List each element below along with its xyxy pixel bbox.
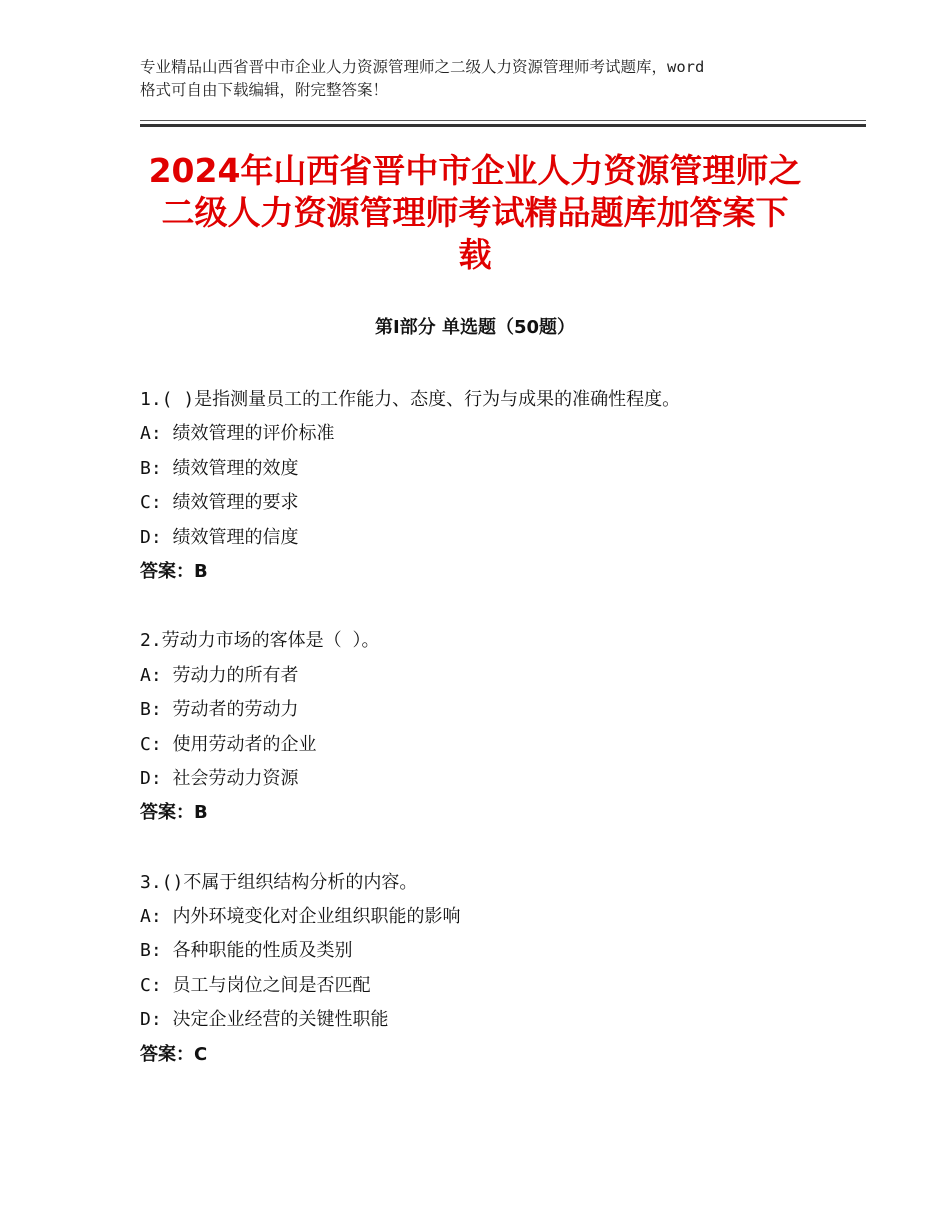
section-heading: 第Ⅰ部分 单选题（50题） [374,317,575,338]
header-divider-thin [140,120,866,121]
question-stem: 1.( )是指测量员工的工作能力、态度、行为与成果的准确性程度。 [140,389,681,410]
option-c: C: 使用劳动者的企业 [140,733,317,755]
question-list [140,383,840,1107]
title-line-3: 载 [458,235,492,274]
question-2 [140,624,840,830]
header-note-line-1: 专业精品山西省晋中市企业人力资源管理师之二级人力资源管理师考试题库，word [140,58,705,76]
option-c: C: 员工与岗位之间是否匹配 [140,974,371,996]
option-d: D: 决定企业经营的关键性职能 [140,1009,389,1031]
title-line-1: 2024年山西省晋中市企业人力资源管理师之 [148,151,802,190]
question-stem: 2.劳动力市场的客体是（ ）。 [140,630,380,652]
document-title [120,150,830,276]
option-a: A: 内外环境变化对企业组织职能的影响 [140,906,461,928]
answer-label: 答案：C [140,1043,208,1065]
header-divider-thick [140,124,866,127]
title-line-2: 二级人力资源管理师考试精品题库加答案下 [161,193,789,232]
answer-label: 答案：B [140,802,208,824]
option-d: D: 社会劳动力资源 [140,767,299,789]
option-c: C: 绩效管理的要求 [140,492,299,514]
option-b: B: 各种职能的性质及类别 [140,940,353,962]
option-a: A: 绩效管理的评价标准 [140,423,335,445]
option-b: B: 劳动者的劳动力 [140,699,299,721]
header-note [140,56,830,102]
answer-label: 答案：B [140,560,208,582]
option-a: A: 劳动力的所有者 [140,664,299,686]
question-1 [140,383,840,589]
question-3 [140,866,840,1072]
option-d: D: 绩效管理的信度 [140,526,299,548]
option-b: B: 绩效管理的效度 [140,457,299,479]
header-note-line-2: 格式可自由下载编辑，附完整答案！ [140,81,389,99]
question-stem: 3.()不属于组织结构分析的内容。 [140,871,418,893]
